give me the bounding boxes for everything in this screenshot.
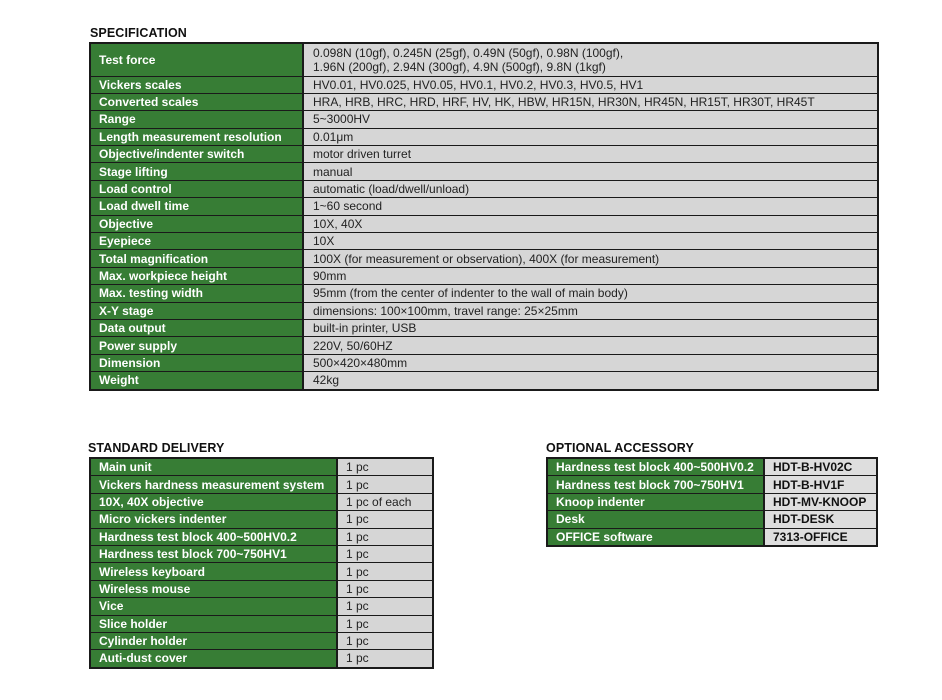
table-row (90, 233, 878, 250)
delivery-qty: 1 pc (337, 632, 433, 649)
specification-table (89, 42, 879, 391)
table-row (90, 43, 878, 76)
delivery-qty: 1 pc (337, 598, 433, 615)
delivery-item: Wireless mouse (90, 580, 337, 597)
delivery-item: Cylinder holder (90, 632, 337, 649)
accessory-code: HDT-B-HV02C (764, 458, 877, 476)
table-row (547, 458, 877, 476)
spec-key: Range (90, 111, 303, 128)
table-row (90, 163, 878, 180)
spec-key: Max. workpiece height (90, 267, 303, 284)
table-row (90, 111, 878, 128)
spec-key: Total magnification (90, 250, 303, 267)
delivery-qty: 1 pc (337, 528, 433, 545)
delivery-qty: 1 pc (337, 476, 433, 493)
spec-value: motor driven turret (303, 146, 878, 163)
delivery-item: Slice holder (90, 615, 337, 632)
delivery-qty: 1 pc (337, 580, 433, 597)
spec-key: Converted scales (90, 93, 303, 110)
accessory-item: Knoop indenter (547, 493, 764, 510)
spec-key: Stage lifting (90, 163, 303, 180)
table-row (90, 285, 878, 302)
delivery-item: Vice (90, 598, 337, 615)
standard-delivery-title: STANDARD DELIVERY (88, 441, 225, 455)
delivery-qty: 1 pc (337, 563, 433, 580)
spec-value: automatic (load/dwell/unload) (303, 180, 878, 197)
table-row (90, 545, 433, 562)
table-row (90, 93, 878, 110)
table-row (90, 337, 878, 354)
spec-key: Max. testing width (90, 285, 303, 302)
spec-value (303, 43, 878, 76)
spec-value: manual (303, 163, 878, 180)
optional-accessory-table (546, 457, 878, 547)
delivery-item: Wireless keyboard (90, 563, 337, 580)
spec-value-line: 1.96N (200gf), 2.94N (300gf), 4.9N (500gf), 9.8N (1kgf) (313, 59, 606, 74)
table-row (547, 511, 877, 528)
table-row (90, 180, 878, 197)
delivery-qty: 1 pc (337, 545, 433, 562)
table-row (90, 511, 433, 528)
spec-key: Dimension (90, 354, 303, 371)
table-row (90, 198, 878, 215)
delivery-qty: 1 pc (337, 615, 433, 632)
spec-key: Load control (90, 180, 303, 197)
table-row (90, 302, 878, 319)
accessory-code: HDT-MV-KNOOP (764, 493, 877, 510)
table-row (90, 632, 433, 649)
accessory-item: Desk (547, 511, 764, 528)
table-row (90, 458, 433, 476)
table-row (90, 250, 878, 267)
table-row (90, 476, 433, 493)
accessory-item: Hardness test block 400~500HV0.2 (547, 458, 764, 476)
spec-key: Objective (90, 215, 303, 232)
spec-key: Test force (90, 43, 303, 76)
spec-value: 42kg (303, 372, 878, 390)
table-row (90, 319, 878, 336)
spec-value: 100X (for measurement or observation), 400X (for measurement) (303, 250, 878, 267)
table-row (547, 476, 877, 493)
spec-value: HV0.01, HV0.025, HV0.05, HV0.1, HV0.2, HV0.3, HV0.5, HV1 (303, 76, 878, 93)
spec-value: 220V, 50/60HZ (303, 337, 878, 354)
spec-value: 0.01μm (303, 128, 878, 145)
spec-value: HRA, HRB, HRC, HRD, HRF, HV, HK, HBW, HR15N, HR30N, HR45N, HR15T, HR30T, HR45T (303, 93, 878, 110)
table-row (90, 267, 878, 284)
delivery-item: Auti-dust cover (90, 650, 337, 668)
spec-value: 1~60 second (303, 198, 878, 215)
spec-key: Load dwell time (90, 198, 303, 215)
delivery-item: 10X, 40X objective (90, 493, 337, 510)
spec-value: 95mm (from the center of indenter to the wall of main body) (303, 285, 878, 302)
table-row (90, 146, 878, 163)
accessory-item: OFFICE software (547, 528, 764, 546)
standard-delivery-table (89, 457, 434, 669)
table-row (90, 372, 878, 390)
delivery-item: Hardness test block 700~750HV1 (90, 545, 337, 562)
specification-title: SPECIFICATION (90, 26, 187, 40)
delivery-qty: 1 pc (337, 511, 433, 528)
accessory-code: 7313-OFFICE (764, 528, 877, 546)
spec-value: dimensions: 100×100mm, travel range: 25×25mm (303, 302, 878, 319)
spec-key: Data output (90, 319, 303, 336)
table-row (90, 215, 878, 232)
spec-key: Eyepiece (90, 233, 303, 250)
optional-accessory-title: OPTIONAL ACCESSORY (546, 441, 694, 455)
delivery-qty: 1 pc of each (337, 493, 433, 510)
delivery-item: Micro vickers indenter (90, 511, 337, 528)
accessory-item: Hardness test block 700~750HV1 (547, 476, 764, 493)
spec-value: 10X (303, 233, 878, 250)
spec-key: X-Y stage (90, 302, 303, 319)
spec-key: Power supply (90, 337, 303, 354)
table-row (90, 76, 878, 93)
spec-value: 90mm (303, 267, 878, 284)
table-row (90, 493, 433, 510)
delivery-qty: 1 pc (337, 458, 433, 476)
table-row (90, 563, 433, 580)
spec-key: Vickers scales (90, 76, 303, 93)
spec-value: 10X, 40X (303, 215, 878, 232)
spec-value: built-in printer, USB (303, 319, 878, 336)
table-row (90, 528, 433, 545)
delivery-qty: 1 pc (337, 650, 433, 668)
spec-value: 5~3000HV (303, 111, 878, 128)
delivery-item: Vickers hardness measurement system (90, 476, 337, 493)
accessory-code: HDT-B-HV1F (764, 476, 877, 493)
spec-key: Weight (90, 372, 303, 390)
delivery-item: Main unit (90, 458, 337, 476)
table-row (90, 615, 433, 632)
spec-key: Objective/indenter switch (90, 146, 303, 163)
table-row (90, 128, 878, 145)
accessory-code: HDT-DESK (764, 511, 877, 528)
table-row (90, 354, 878, 371)
spec-key: Length measurement resolution (90, 128, 303, 145)
spec-value: 500×420×480mm (303, 354, 878, 371)
delivery-item: Hardness test block 400~500HV0.2 (90, 528, 337, 545)
table-row (547, 493, 877, 510)
spec-value-line: 0.098N (10gf), 0.245N (25gf), 0.49N (50gf), 0.98N (100gf), (313, 45, 624, 60)
table-row (90, 598, 433, 615)
table-row (90, 650, 433, 668)
table-row (547, 528, 877, 546)
table-row (90, 580, 433, 597)
